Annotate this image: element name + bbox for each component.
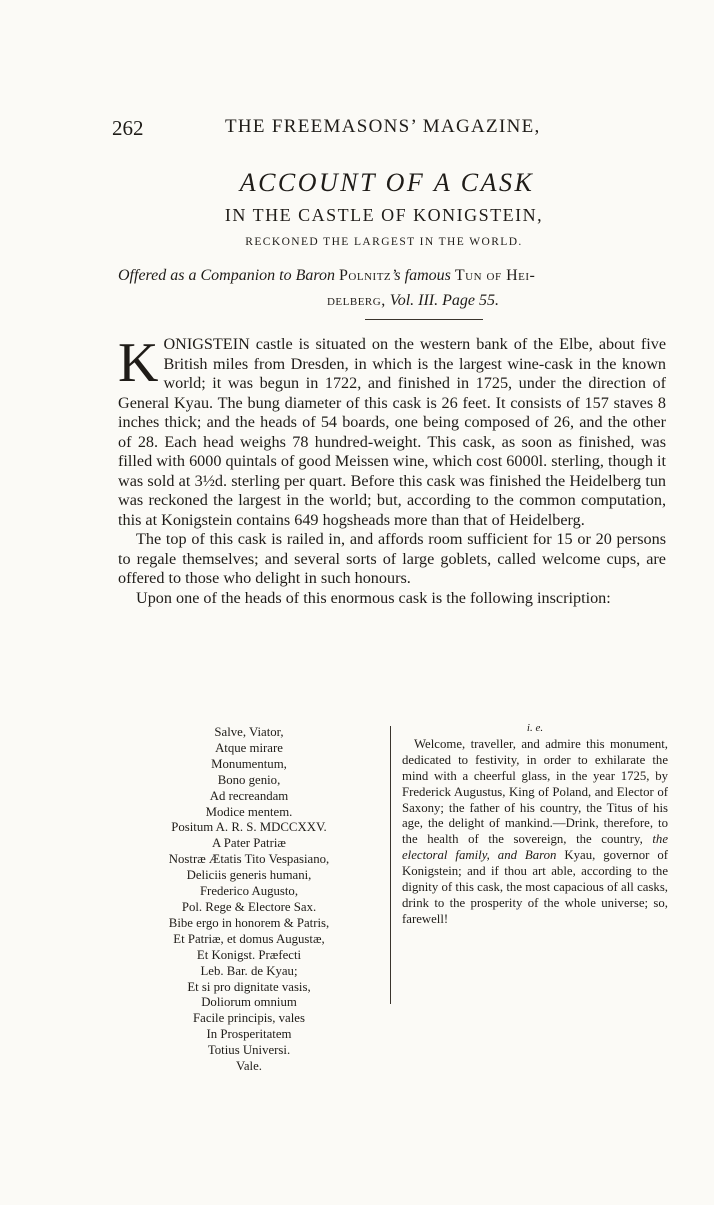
offered-line-2 bbox=[118, 288, 678, 313]
latin-line: Facile principis, vales bbox=[193, 1011, 305, 1026]
paragraph-1-text: ONIGSTEIN castle is situated on the western bank of the Elbe, about five British miles from Dresden, in which is the largest wine-cask in the known world; it was begun in 1722, and finished in 1725, under the direction of General Kyau. The bung diameter of this cask is 26 feet. It consists of 157 staves 8 inches thick; and the heads of 54 boards, one being composed of 26, and the other of 28. Each head weighs 78 hundred-weight. This cask, as soon as finished, was filled with 6000 quintals of good Meissen wine, which cost 6000l. sterling, though it was sold at 3½d. sterling per quart. Before this cask was finished the Heidelberg tun was reckoned the largest in the world; but, according to the common computation, this at Konigstein contains 649 hogsheads more than that of Heidelberg. bbox=[118, 335, 666, 529]
offered-tun: Tun of Hei- bbox=[454, 267, 536, 284]
latin-line: Monumentum, bbox=[211, 756, 287, 771]
latin-line: Vale. bbox=[236, 1059, 262, 1074]
paragraph-1 bbox=[118, 332, 666, 530]
offered-line bbox=[118, 263, 678, 313]
translation-marker: i. e. bbox=[526, 722, 544, 734]
offered-text-1: Offered as a Companion to Baron bbox=[118, 267, 336, 284]
latin-inscription bbox=[118, 725, 380, 1075]
latin-line: Deliciis generis humani, bbox=[186, 868, 312, 883]
latin-line: Et Patriæ, et domus Augustæ, bbox=[173, 931, 325, 946]
latin-line: Totius Universi. bbox=[207, 1043, 291, 1058]
page-number: 262 bbox=[112, 116, 144, 140]
title-rule bbox=[365, 319, 483, 320]
running-title: THE FREEMASONS’ MAGAZINE, bbox=[225, 116, 541, 137]
article-body bbox=[118, 332, 666, 608]
latin-line: In Prosperitatem bbox=[206, 1027, 292, 1042]
latin-line: Bibe ergo in honorem & Patris, bbox=[168, 915, 330, 930]
paragraph-2: The top of this cask is railed in, and affords room sufficient for 15 or 20 persons to regale themselves; and several sorts of large goblets, called welcome cups, are offered to those who delight in such honours. bbox=[118, 530, 666, 587]
paragraph-3: Upon one of the heads of this enormous cask is the following inscription: bbox=[136, 588, 611, 607]
offered-name: Polnitz bbox=[339, 267, 392, 284]
latin-line: A Pater Patriæ bbox=[212, 836, 286, 851]
latin-line: Salve, Viator, bbox=[214, 725, 284, 739]
english-translation bbox=[402, 721, 668, 928]
latin-line: Pol. Rege & Electore Sax. bbox=[181, 899, 317, 914]
article-title: ACCOUNT OF A CASK bbox=[239, 168, 535, 197]
offered-tun-2: delberg, bbox=[326, 292, 386, 309]
latin-line: Frederico Augusto, bbox=[199, 884, 299, 899]
latin-line: Leb. Bar. de Kyau; bbox=[200, 963, 298, 978]
offered-reference: Vol. III. Page 55. bbox=[389, 292, 500, 309]
column-divider bbox=[390, 726, 391, 1004]
latin-line: Ad recreandam bbox=[209, 788, 289, 803]
translation-part-2: Kyau, governor of Konigstein; and if thou art able, according to the dignity of this cask, the most capacious of all casks, drink to the prosperity of the whole universe; so, farewell! bbox=[402, 848, 669, 926]
latin-line: Positum A. R. S. MDCCXXV. bbox=[171, 820, 327, 835]
latin-line: Atque mirare bbox=[215, 740, 283, 755]
translation-text bbox=[402, 737, 668, 928]
latin-line: Bono genio, bbox=[217, 772, 281, 787]
latin-line: Doliorum omnium bbox=[201, 995, 297, 1010]
offered-text-2: ’s famous bbox=[391, 267, 451, 284]
translation-part-1: Welcome, traveller, and admire this monument, dedicated to festivity, in order to exhilarate the mind with a cheerful glass, in the year 1725, by Frederick Augustus, King of Poland, and Elector of Saxony; the father of his country, the Titus of his age, the delight of mankind.—Drink, therefore, to the health of the sovereign, the country, bbox=[402, 736, 668, 847]
drop-cap: K bbox=[118, 332, 159, 394]
latin-line: Et Konigst. Præfecti bbox=[196, 947, 302, 962]
article-subtitle: IN THE CASTLE OF KONIGSTEIN, bbox=[224, 205, 544, 225]
latin-line: Modice mentem. bbox=[205, 804, 293, 819]
translation-italic: the electoral family, and Baron bbox=[402, 832, 668, 863]
latin-line: Et si pro dignitate vasis, bbox=[187, 979, 311, 994]
latin-line: Nostræ Ætatis Tito Vespasiano, bbox=[168, 852, 330, 867]
article-subsubtitle: RECKONED THE LARGEST IN THE WORLD. bbox=[245, 236, 523, 248]
